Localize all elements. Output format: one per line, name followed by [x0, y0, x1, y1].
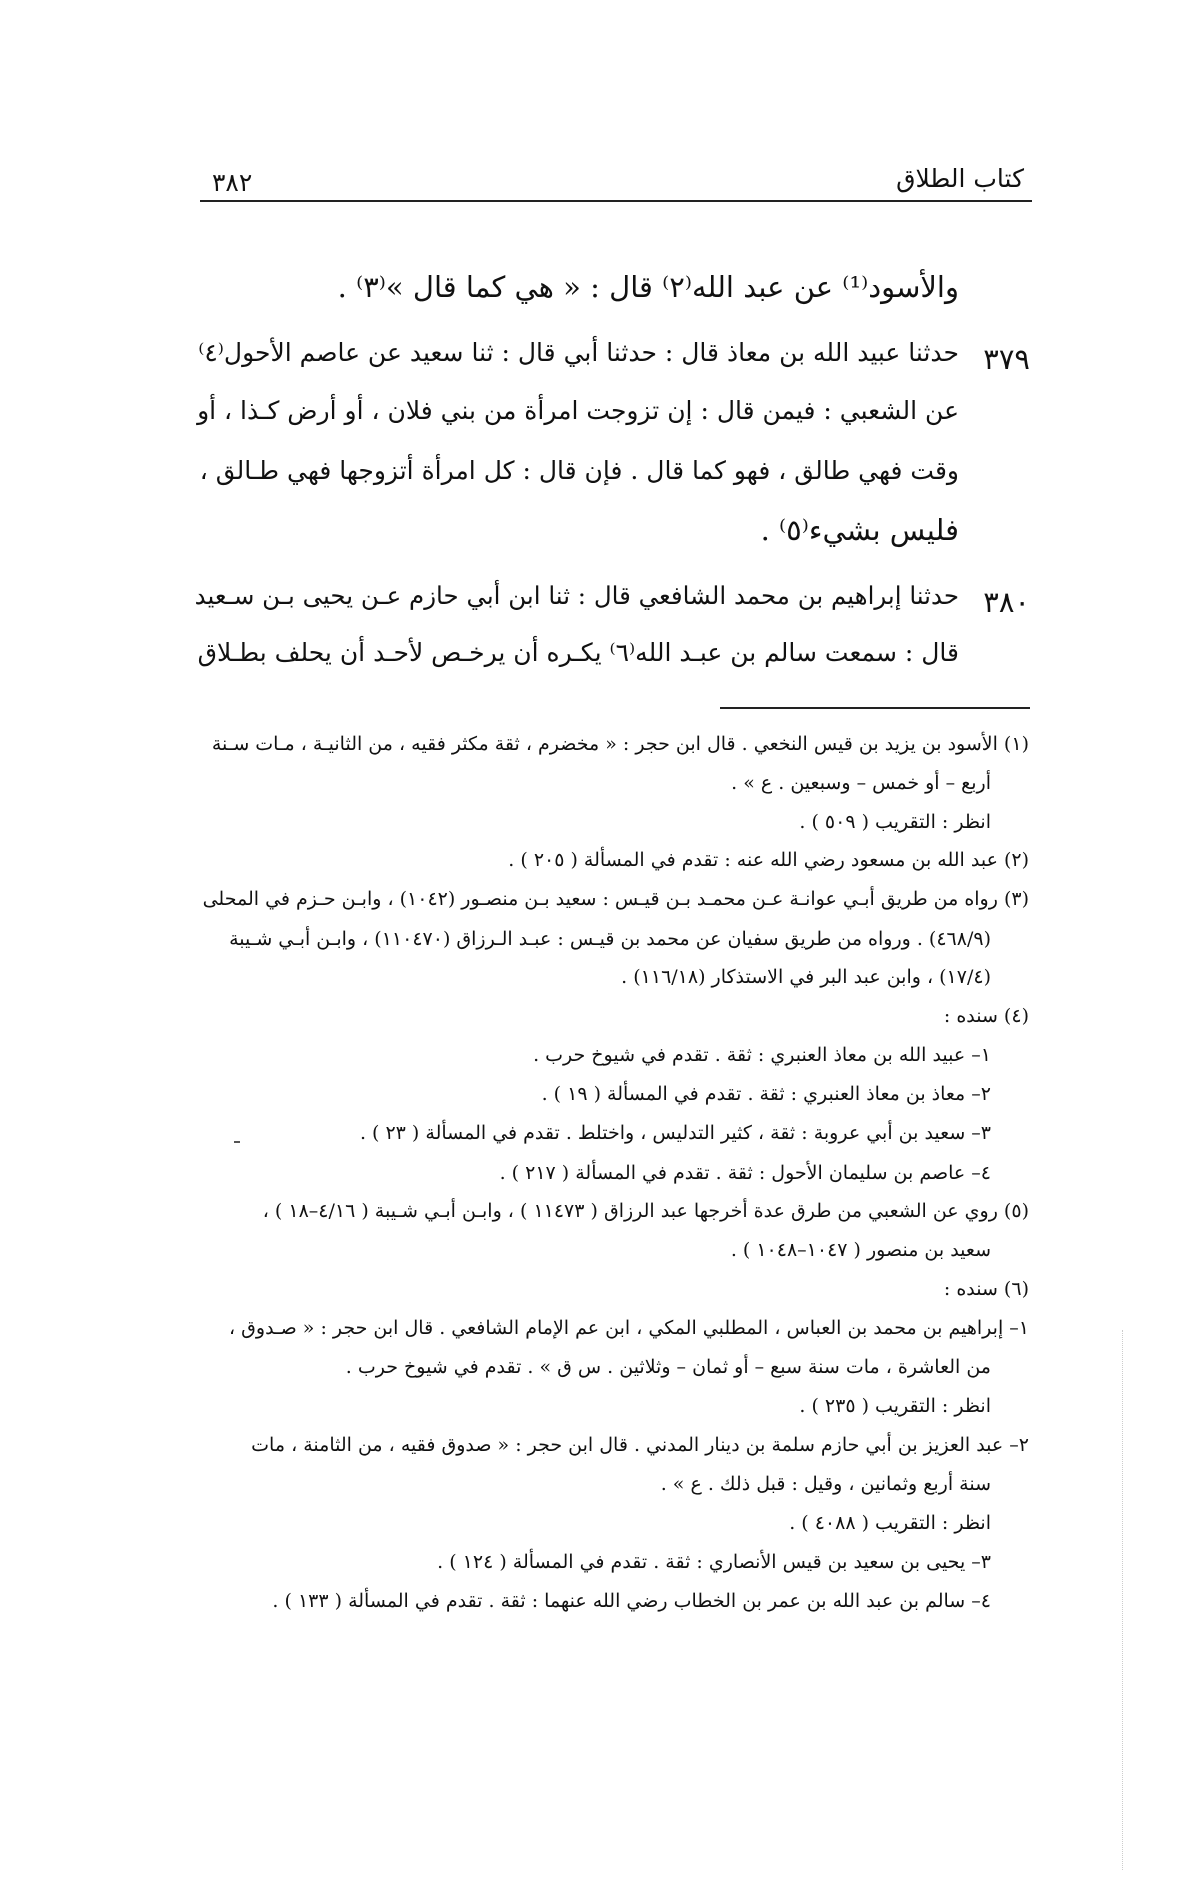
footnote-line: سنة أربع وثمانين ، وقيل : قبل ذلك . ع » . [660, 1473, 991, 1495]
footnote-line: (٤٦٨/٩) . ورواه من طريق سفيان عن محمد بن قيـس : عبـد الـرزاق (١١٠٤٧٠) ، وابـن أبـي شـيبة [229, 928, 991, 950]
footnote-line: ١– عبيد الله بن معاذ العنبري : ثقة . تقدم في شيوخ حرب . [533, 1044, 991, 1066]
body-line: فليس بشيء⁽٥⁾ . [760, 513, 959, 547]
footnote-line: (٣) رواه من طريق أبـي عوانـة عـن محمـد بـن قيـس : سعيد بـن منصـور (١٠٤٢) ، وابـن حـزم في المحلى [202, 888, 1029, 910]
footnote-line: ٤– سالم بن عبد الله بن عمر بن الخطاب رضي الله عنهما : ثقة . تقدم في المسألة ( ١٣٣ ) . [272, 1590, 991, 1612]
footnote-line: أربع – أو خمس – وسبعين . ع » . [731, 772, 991, 794]
footnote-line: ٢– عبد العزيز بن أبي حازم سلمة بن دينار المدني . قال ابن حجر : « صدوق فقيه ، من الثامنة ، مات [251, 1434, 1029, 1456]
scan-speck [234, 1141, 240, 1143]
footnote-line: ١– إبراهيم بن محمد بن العباس ، المطلبي المكي ، ابن عم الإمام الشافعي . قال ابن حجر : « صـدوق ، [228, 1317, 1029, 1339]
footnote-line: ٣– سعيد بن أبي عروبة : ثقة ، كثير التدليس ، واختلط . تقدم في المسألة ( ٢٣ ) . [359, 1122, 991, 1144]
footnote-separator [720, 707, 1030, 709]
footnote-line: سعيد بن منصور ( ١٠٤٧–١٠٤٨ ) . [730, 1239, 991, 1261]
item-number-379: ٣٧٩ [983, 342, 1030, 376]
footnote-line: (١٧/٤) ، وابن عبد البر في الاستذكار (١١٦/١٨) . [621, 966, 991, 988]
body-line: عن الشعبي : فيمن قال : إن تزوجت امرأة من بني فلان ، أو أرض كـذا ، أو [197, 396, 959, 425]
page-number: ٣٨٢ [212, 168, 253, 197]
footnote-line: ٢– معاذ بن معاذ العنبري : ثقة . تقدم في المسألة ( ١٩ ) . [541, 1083, 991, 1105]
chapter-title: كتاب الطلاق [896, 164, 1024, 193]
scan-gutter-mark [1122, 1330, 1124, 1870]
footnote-line: انظر : التقريب ( ٢٣٥ ) . [799, 1395, 991, 1417]
footnote-line: (٤) سنده : [943, 1005, 1029, 1027]
footnote-line: (٢) عبد الله بن مسعود رضي الله عنه : تقدم في المسألة ( ٢٠٥ ) . [508, 849, 1029, 871]
body-line: وقت فهي طالق ، فهو كما قال . فإن قال : كل امرأة أتزوجها فهي طـالق ، [199, 456, 959, 485]
body-line: والأسود⁽¹⁾ عن عبد الله⁽٢⁾ قال : « هي كما قال »⁽٣⁾ . [337, 270, 959, 304]
body-line: قال : سمعت سالم بن عبـد الله⁽٦⁾ يكـره أن يرخـص لأحـد أن يحلف بطـلاق [197, 638, 959, 667]
footnote-line: (١) الأسود بن يزيد بن قيس النخعي . قال ابن حجر : « مخضرم ، ثقة مكثر فقيه ، من الثانيـة ، مـات سـنة [211, 733, 1029, 755]
footnote-line: (٥) روي عن الشعبي من طرق عدة أخرجها عبد الرزاق ( ١١٤٧٣ ) ، وابـن أبـي شـيبة ( ٤/١٦–١٨ ) ، [262, 1200, 1029, 1222]
footnote-line: ٤– عاصم بن سليمان الأحول : ثقة . تقدم في المسألة ( ٢١٧ ) . [499, 1162, 991, 1184]
body-line: حدثنا إبراهيم بن محمد الشافعي قال : ثنا ابن أبي حازم عـن يحيى بـن سـعيد [194, 581, 959, 610]
footnote-line: انظر : التقريب ( ٤٠٨٨ ) . [789, 1512, 991, 1534]
body-line: حدثنا عبيد الله بن معاذ قال : حدثنا أبي قال : ثنا سعيد عن عاصم الأحول⁽٤⁾ [198, 338, 959, 367]
item-number-380: ٣٨٠ [983, 585, 1030, 619]
footnote-line: ٣– يحيى بن سعيد بن قيس الأنصاري : ثقة . تقدم في المسألة ( ١٢٤ ) . [437, 1551, 991, 1573]
footnote-line: (٦) سنده : [943, 1278, 1029, 1300]
footnote-line: انظر : التقريب ( ٥٠٩ ) . [799, 811, 991, 833]
footnote-line: من العاشرة ، مات سنة سبع – أو ثمان – وثلاثين . س ق » . تقدم في شيوخ حرب . [345, 1356, 991, 1378]
running-header [200, 158, 1032, 202]
